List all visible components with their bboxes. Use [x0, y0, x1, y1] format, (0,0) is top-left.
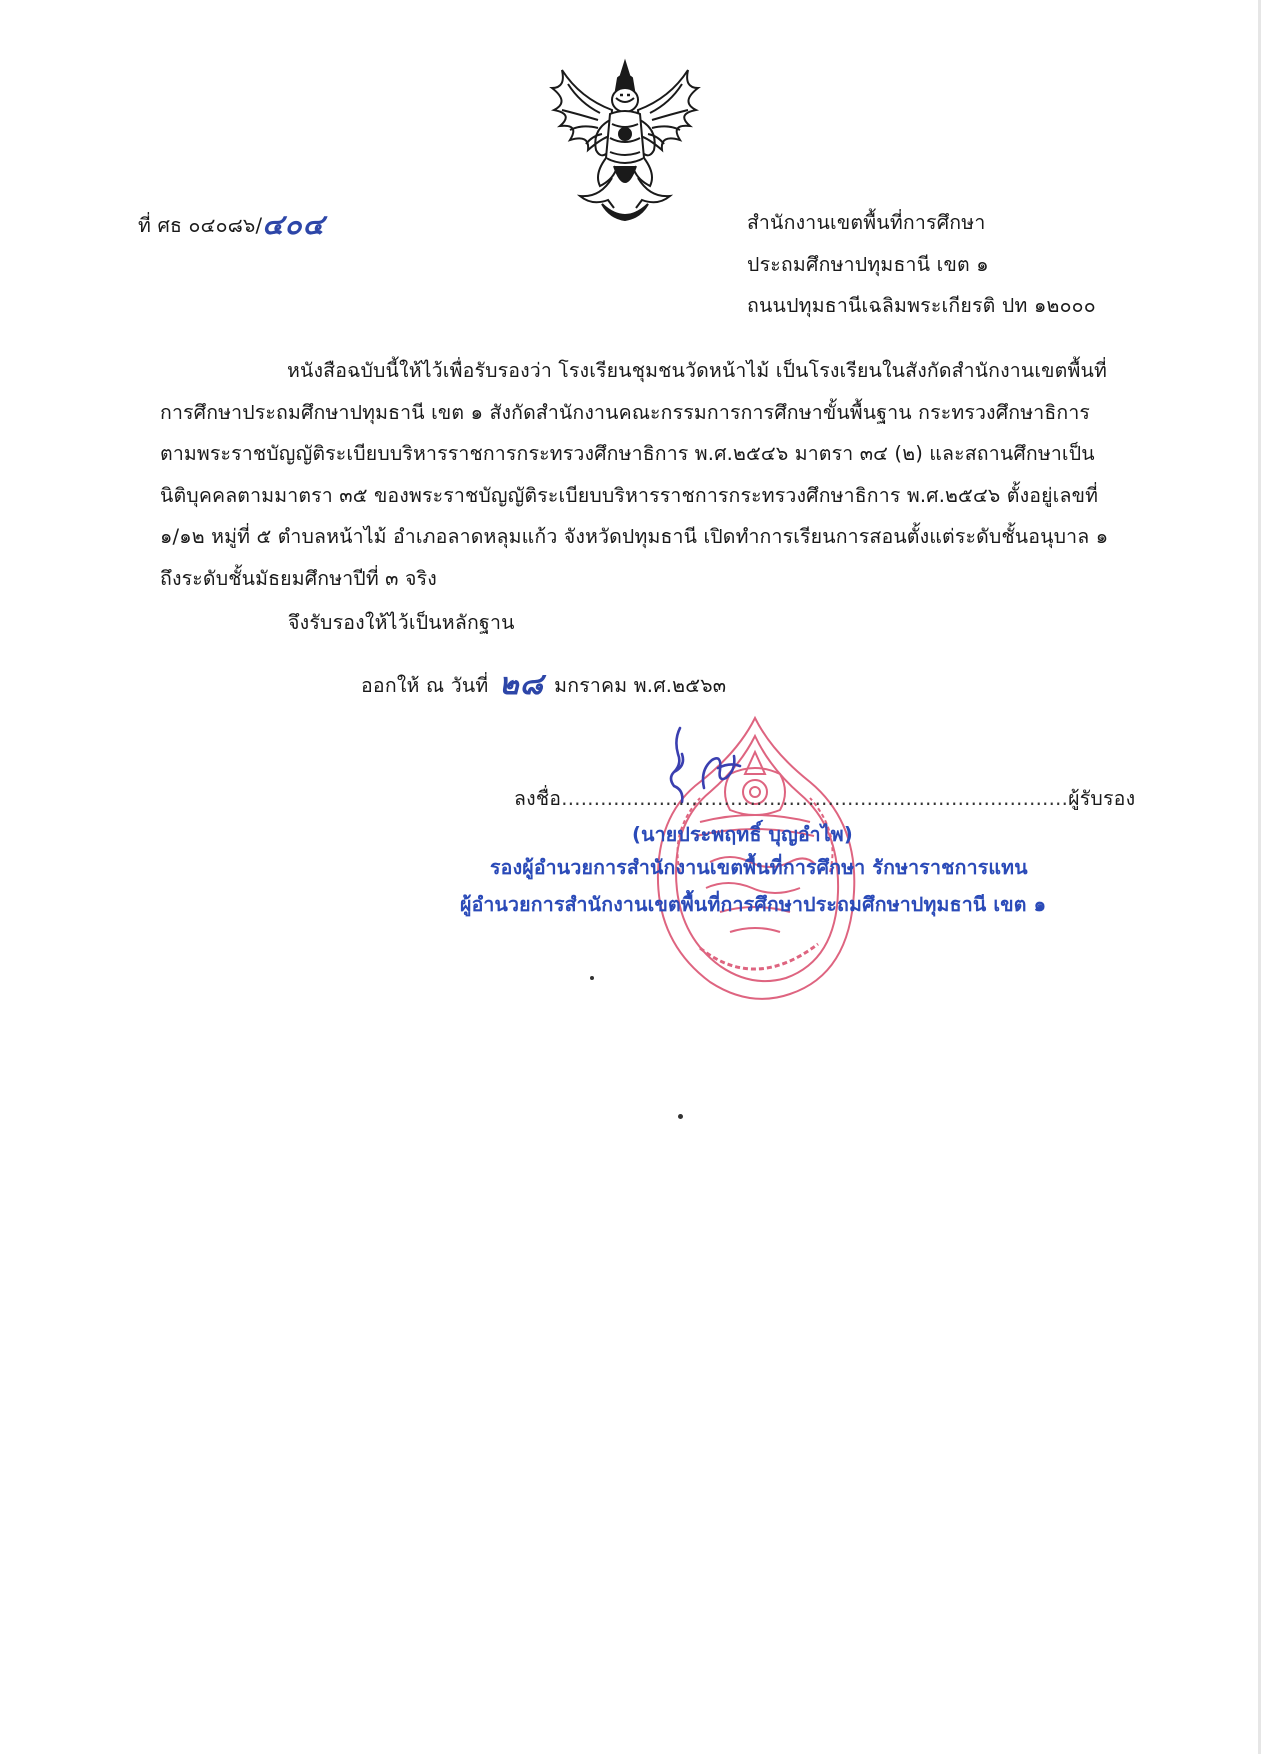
certification-body — [160, 350, 1135, 599]
office-address: ถนนปทุมธานีเฉลิมพระเกียรติ ปท ๑๒๐๐๐ — [747, 294, 1096, 317]
reference-prefix: ที่ ศธ ๐๔๐๘๖/ — [138, 214, 263, 237]
garuda-emblem-icon — [540, 58, 710, 226]
body-line: ๑/๑๒ หมู่ที่ ๕ ตำบลหน้าไม้ อำเภอลาดหลุมแก้ว จังหวัดปทุมธานี เปิดทำการเรียนการสอนตั้งแต่ระดับชั้นอนุบาล ๑ — [160, 525, 1109, 548]
body-line: ตามพระราชบัญญัติระเบียบบริหารราชการกระทรวงศึกษาธิการ พ.ศ.๒๕๔๖ มาตรา ๓๔ (๒) และสถานศึกษาเป็น — [160, 442, 1095, 465]
signer-name: (นายประพฤทธิ์ บุญอำไพ) — [632, 823, 853, 846]
scan-speck — [678, 1114, 683, 1119]
reference-number — [138, 208, 325, 241]
issue-date — [361, 668, 726, 701]
body-line: การศึกษาประถมศึกษาปทุมธานี เขต ๑ สังกัดสำนักงานคณะกรรมการการศึกษาขั้นพื้นฐาน กระทรวงศึกษาธิการ — [160, 400, 1091, 424]
body-line: หนังสือฉบับนี้ให้ไว้เพื่อรับรองว่า โรงเรียนชุมชนวัดหน้าไม้ เป็นโรงเรียนในสังกัดสำนักงานเขตพื้นที่ — [287, 359, 1107, 382]
scan-speck — [590, 976, 594, 980]
sign-label: ลงชื่อ — [514, 787, 562, 810]
body-line: นิติบุคคลตามมาตรา ๓๕ ของพระราชบัญญัติระเบียบบริหารราชการกระทรวงศึกษาธิการ พ.ศ.๒๕๔๖ ตั้งอยู่เลขที่ — [160, 483, 1099, 507]
office-name-line-1: สำนักงานเขตพื้นที่การศึกษา — [747, 211, 986, 234]
signature-dots: .............................................................................. — [561, 787, 1069, 810]
page-edge-shadow — [1258, 0, 1261, 1754]
issue-day-handwritten: ๒๘ — [498, 667, 544, 702]
signature-line — [514, 784, 1135, 814]
issue-date-prefix: ออกให้ ณ วันที่ — [361, 674, 489, 697]
signer-role-label: ผู้รับรอง — [1068, 787, 1136, 810]
body-line: ถึงระดับชั้นมัธยมศึกษาปีที่ ๓ จริง — [160, 566, 437, 590]
issue-date-suffix: มกราคม พ.ศ.๒๕๖๓ — [554, 674, 727, 697]
reference-handwritten-number: ๔๐๔ — [262, 208, 325, 241]
signer-title-line-2: ผู้อำนวยการสำนักงานเขตพื้นที่การศึกษาประถมศึกษาปทุมธานี เขต ๑ — [460, 893, 1047, 916]
office-name-line-2: ประถมศึกษาปทุมธานี เขต ๑ — [747, 253, 989, 276]
certify-statement: จึงรับรองให้ไว้เป็นหลักฐาน — [288, 611, 515, 634]
signer-title-line-1: รองผู้อำนวยการสำนักงานเขตพื้นที่การศึกษา รักษาราชการแทน — [490, 856, 1028, 879]
